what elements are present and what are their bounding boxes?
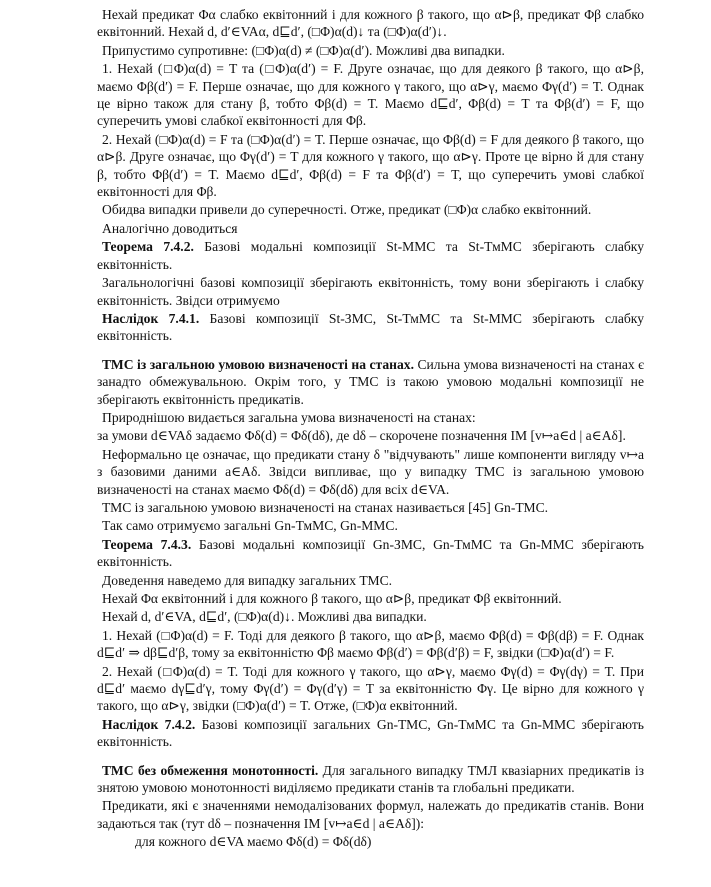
theorem-7-4-3 (97, 536, 644, 571)
paragraph: Обидва випадки привели до суперечності. Отже, предикат (□Φ)α слабко еквітонний. (102, 202, 592, 218)
theorem-7-4-2 (97, 238, 644, 273)
corollary-label: Наслідок 7.4.2. (102, 716, 196, 732)
paragraph: 2. Нехай (□Φ)α(d) = F та (□Φ)α(d′) = T. Перше означає, що Φβ(d) = F для деякого β такого, що α⊳β. Друге означає, що Φγ(d′) = T для кожного γ такого, що α⊳γ. Проте це вірно й для стану β, тобто Φβ(d′) = T. Маємо d⊑d′, Φβ(d) = F та Φβ(d′) = T, що суперечить умові слабкої еквітонності для Φβ. (97, 131, 644, 200)
paragraph: Так само отримуємо загальні Gn-ТмМС, Gn-ММС. (102, 518, 398, 534)
paragraph: Нехай d, d′∈VA, d⊑d′, (□Φ)α(d)↓. Можливі два випадки. (102, 609, 427, 625)
section-text: Для загального випадку ТМЛ квазіарних предикатів із знятою умовою монотонності виділяємо предикати станів та глобальні предикати. (97, 762, 644, 796)
paragraph: ТМС із загальною умовою визначеності на станах називається [45] Gn-ТМС. (102, 499, 549, 515)
section-no-monotonicity (97, 762, 644, 797)
theorem-label: Теорема 7.4.3. (102, 536, 192, 552)
paragraph: 1. Нехай (□Φ)α(d) = T та (□Φ)α(d′) = F. Друге означає, що для деякого β такого, що α⊳β, маємо Φβ(d′) = F. Перше означає, що для кожного γ такого, що α⊳γ, маємо Φγ(d′) = T. Однак це вірно також для стану β, тобто Φβ(d) = T. Маємо d⊑d′, Φβ(d) = T та Φβ(d′) = F, що суперечить умові слабкої еквітонності для Φβ. (97, 61, 644, 129)
paragraph: 1. Нехай (□Φ)α(d) = F. Тоді для деякого β такого, що α⊳β, маємо Φβ(d) = Φβ(dβ) = F. Однак d⊑d′ ⇒ dβ⊑d′β, тому за еквітонністю Φβ маємо Φβ(d′) = Φβ(d′β) = F, звідки (□Φ)α(d′) = F. (97, 627, 644, 661)
paragraph: 2. Нехай (□Φ)α(d) = T. Тоді для кожного γ такого, що α⊳γ, маємо Φγ(d) = Φγ(dγ) = T. При d⊑d′ маємо dγ⊑d′γ, тому Φγ(d′) = Φγ(d′γ) = T за еквітонністю Φγ. Це вірно для кожного γ такого, що α⊳γ, звідки (□Φ)α(d′) = T. Отже, (□Φ)α еквітонний. (97, 663, 644, 714)
paragraph: Неформально це означає, що предикати стану δ "відчувають" лише компоненти вигляду v↦a з базовими даними a∈Aδ. Звідси випливає, що у випадку ТМС із загальною умовою визначеності на станах маємо Φδ(d) = Φδ(dδ) для всіх d∈VA. (97, 446, 644, 497)
paragraph: Природнішою видається загальна умова визначеності на станах: (102, 409, 476, 425)
section-heading: ТМС без обмеження монотонності. (102, 762, 319, 778)
paragraph: за умови d∈VAδ задаємо Φδ(d) = Φδ(dδ), де dδ – скорочене позначення ІМ [v↦a∈d | a∈Aδ]. (97, 428, 626, 444)
section-text: Сильна умова визначеності на станах є занадто обмежувальною. Окрім того, у ТМС із такою умовою модальні композиції не зберігають еквітонність предикатів. (97, 356, 644, 407)
paragraph: Доведення наведемо для випадку загальних ТМС. (102, 572, 393, 588)
section-gn-tms (97, 356, 644, 408)
section-heading: ТМС із загальною умовою визначеності на станах. (102, 356, 414, 372)
corollary-text: Базові композиції St-ЗМС, St-ТмМС та St-ММС зберігають слабку еквітонність. (97, 310, 644, 344)
corollary-7-4-1 (97, 310, 644, 345)
paragraph: Нехай предикат Φα слабко еквітонний і для кожного β такого, що α⊳β, предикат Φβ слабко еквітонний. Нехай d, d′∈VAα, d⊑d′, (□Φ)α(d)↓ та (□Φ)α(d′)↓. (97, 7, 644, 40)
corollary-label: Наслідок 7.4.1. (102, 310, 200, 326)
theorem-label: Теорема 7.4.2. (102, 239, 194, 255)
paragraph: Аналогічно доводиться (102, 220, 238, 236)
paragraph: Предикати, які є значеннями немодалізованих формул, належать до предикатів станів. Вони задаються так (тут dδ – позначення ІМ [v↦a∈d | a∈Aδ]): (97, 798, 644, 831)
paragraph: Нехай Φα еквітонний і для кожного β такого, що α⊳β, предикат Φβ еквітонний. (102, 591, 562, 606)
corollary-text: Базові композиції загальних Gn-ТМС, Gn-ТмМС та Gn-ММС зберігають еквітонність. (97, 716, 644, 750)
paragraph: Припустимо супротивне: (□Φ)α(d) ≠ (□Φ)α(d′). Можливі два випадки. (102, 42, 505, 58)
corollary-7-4-2 (97, 716, 644, 751)
theorem-text: Базові модальні композиції Gn-ЗМС, Gn-ТмМС та Gn-ММС зберігають еквітонність. (97, 536, 644, 570)
theorem-text: Базові модальні композиції St-ММС та St-ТмМС зберігають слабку еквітонність. (97, 239, 645, 272)
formula-line: для кожного d∈VA маємо Φδ(d) = Φδ(dδ) (135, 834, 372, 850)
paragraph: Загальнологічні базові композиції зберігають еквітонність, тому вони зберігають і слабку еквітонність. Звідси отримуємо (97, 275, 644, 308)
document-page (97, 6, 644, 851)
